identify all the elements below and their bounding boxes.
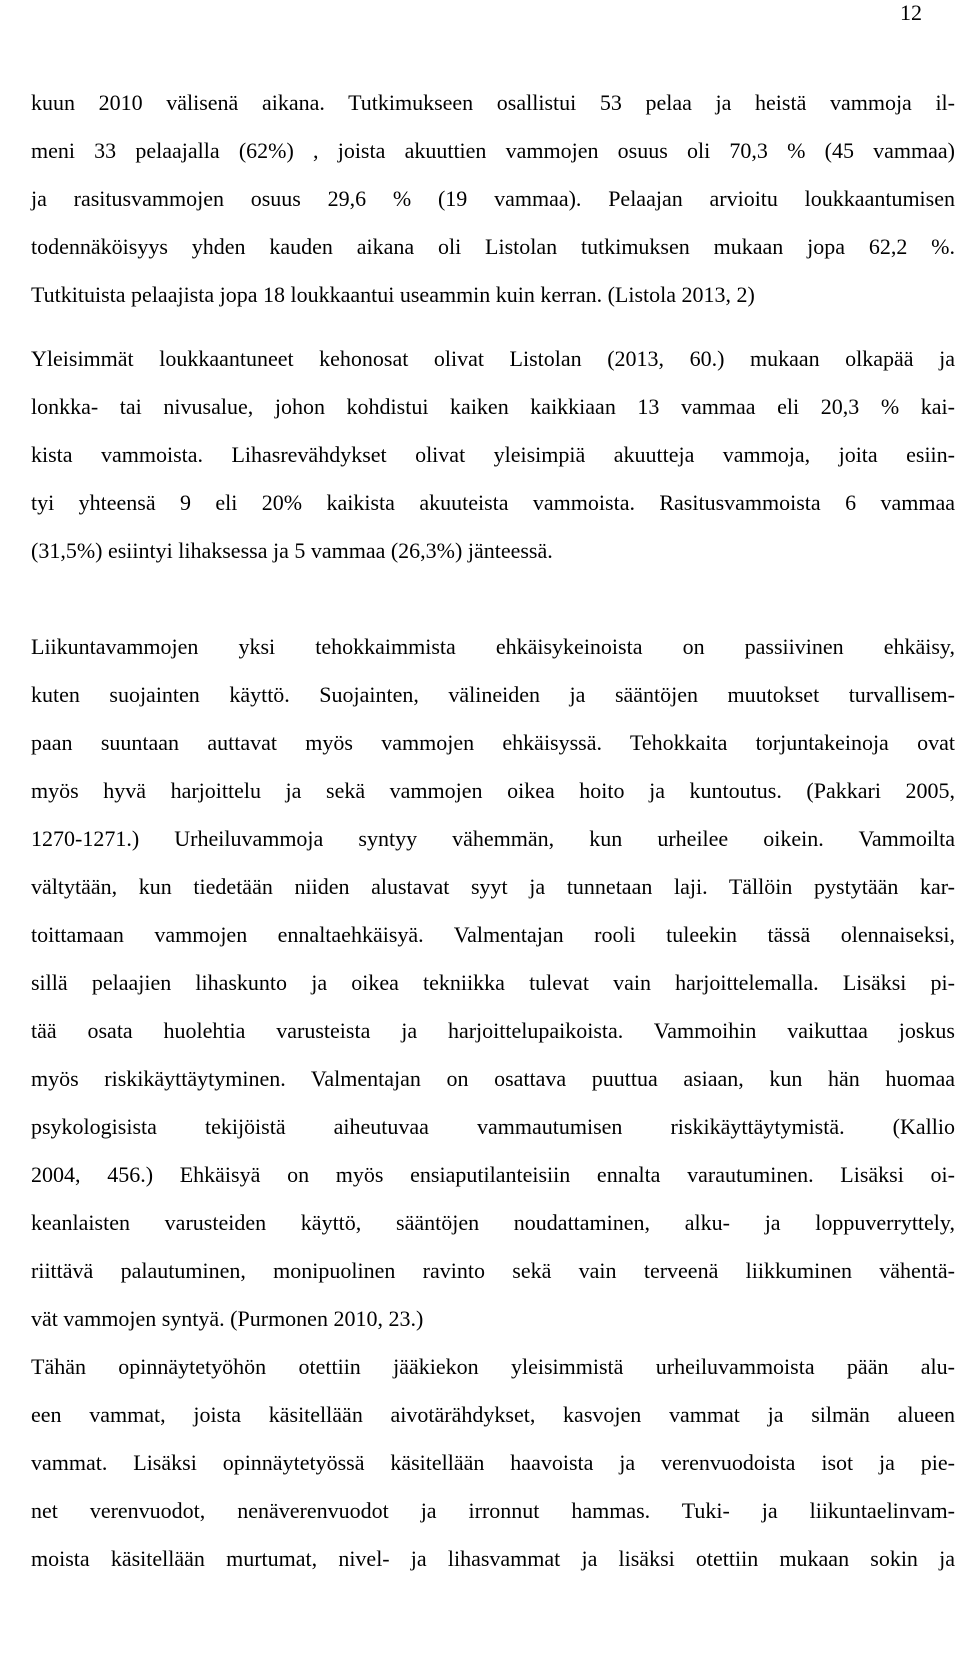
text-line: vältytään, kun tiedetään niiden alustavat syyt ja tunnetaan laji. Tällöin pystytään kar- [31,874,955,899]
paragraph [31,623,955,1343]
text-line: een vammat, joista käsitellään aivotärähdykset, kasvojen vammat ja silmän alueen [31,1402,955,1427]
text-line: keanlaisten varusteiden käyttö, sääntöjen noudattaminen, alku- ja loppuverryttely, [31,1210,955,1235]
paragraph [31,335,955,575]
text-line: toittamaan vammojen ennaltaehkäisyä. Valmentajan rooli tuleekin tässä olennaiseksi, [31,922,955,947]
text-line: 2004, 456.) Ehkäisyä on myös ensiaputilanteisiin ennalta varautuminen. Lisäksi oi- [31,1162,955,1187]
text-line: psykologisista tekijöistä aiheutuvaa vammautumisen riskikäyttäytymistä. (Kallio [31,1114,955,1139]
text-line: riittävä palautuminen, monipuolinen ravinto sekä vain terveenä liikkuminen vähentä- [31,1258,955,1283]
text-line: todennäköisyys yhden kauden aikana oli Listolan tutkimuksen mukaan jopa 62,2 %. [31,234,955,259]
text-line: paan suuntaan auttavat myös vammojen ehkäisyssä. Tehokkaita torjuntakeinoja ovat [31,730,955,755]
text-line: lonkka- tai nivusalue, johon kohdistui kaiken kaikkiaan 13 vammaa eli 20,3 % kai- [31,394,955,419]
text-line: vammat. Lisäksi opinnäytetyössä käsitellään haavoista ja verenvuodoista isot ja pie- [31,1450,955,1475]
text-line: Tutkituista pelaajista jopa 18 loukkaantui useammin kuin kerran. (Listola 2013, 2) [31,282,755,307]
text-line: net verenvuodot, nenäverenvuodot ja irronnut hammas. Tuki- ja liikuntaelinvam- [31,1498,955,1523]
text-line: Tähän opinnäytetyöhön otettiin jääkiekon yleisimmistä urheiluvammoista pään alu- [31,1354,955,1379]
text-line: vät vammojen syntyä. (Purmonen 2010, 23.) [31,1306,424,1331]
text-line: Yleisimmät loukkaantuneet kehonosat olivat Listolan (2013, 60.) mukaan olkapää ja [31,346,955,371]
text-line: meni 33 pelaajalla (62%) , joista akuuttien vammojen osuus oli 70,3 % (45 vammaa) [31,138,955,163]
page-number: 12 [900,0,922,25]
text-line: kista vammoista. Lihasrevähdykset olivat yleisimpiä akuutteja vammoja, joita esiin- [31,442,955,467]
text-line: kuun 2010 välisenä aikana. Tutkimukseen osallistui 53 pelaa ja heistä vammoja il- [31,90,955,115]
text-line: kuten suojainten käyttö. Suojainten, välineiden ja sääntöjen muutokset turvallisem- [31,682,955,707]
text-line: tää osata huolehtia varusteista ja harjoittelupaikoista. Vammoihin vaikuttaa joskus [31,1018,955,1043]
text-line: myös hyvä harjoittelu ja sekä vammojen oikea hoito ja kuntoutus. (Pakkari 2005, [31,778,955,803]
text-line: tyi yhteensä 9 eli 20% kaikista akuuteista vammoista. Rasitusvammoista 6 vammaa [31,490,955,515]
text-line: sillä pelaajien lihaskunto ja oikea tekniikka tulevat vain harjoittelemalla. Lisäksi pi- [31,970,955,995]
paragraph [31,1343,955,1583]
text-line: ja rasitusvammojen osuus 29,6 % (19 vammaa). Pelaajan arvioitu loukkaantumisen [31,186,955,211]
text-line: moista käsitellään murtumat, nivel- ja lihasvammat ja lisäksi otettiin mukaan sokin ja [31,1546,955,1571]
text-line: myös riskikäyttäytyminen. Valmentajan on osattava puuttua asiaan, kun hän huomaa [31,1066,955,1091]
text-line: (31,5%) esiintyi lihaksessa ja 5 vammaa (26,3%) jänteessä. [31,538,553,563]
text-line: 1270-1271.) Urheiluvammoja syntyy vähemmän, kun urheilee oikein. Vammoilta [31,826,955,851]
paragraph [31,79,955,319]
text-line: Liikuntavammojen yksi tehokkaimmista ehkäisykeinoista on passiivinen ehkäisy, [31,634,955,659]
